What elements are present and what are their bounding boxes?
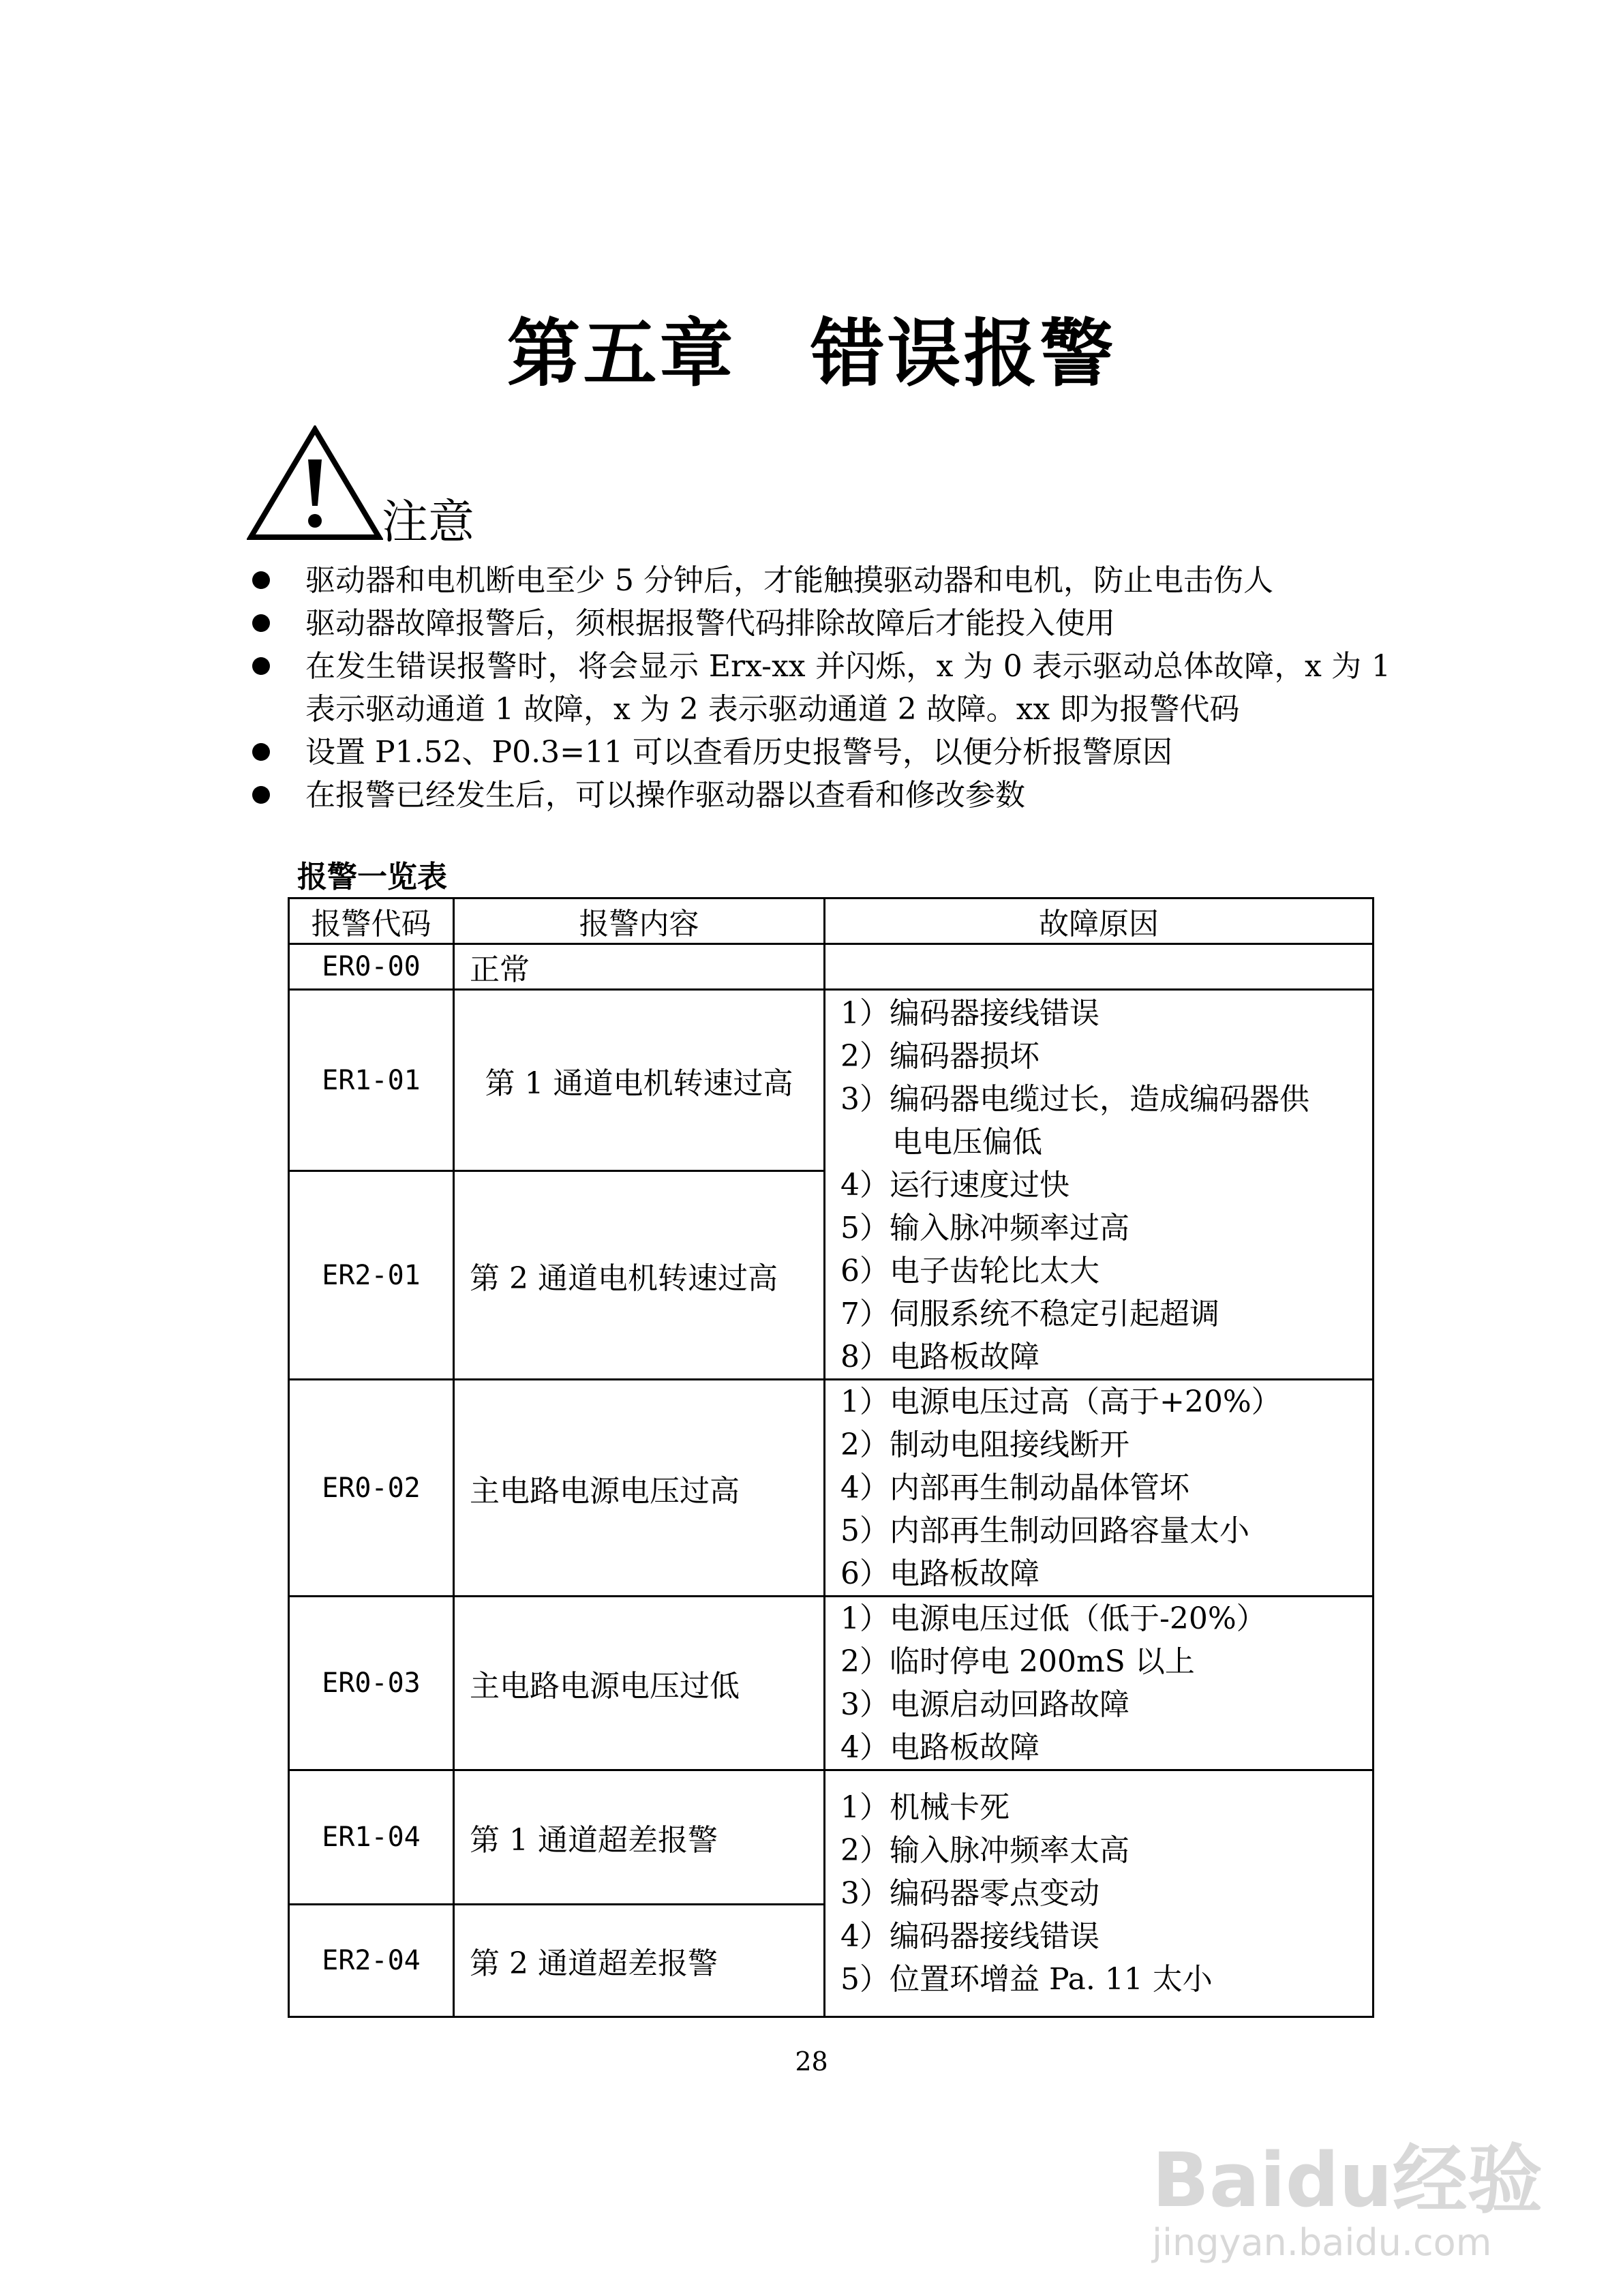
warning-triangle-icon (247, 425, 383, 541)
baidu-jingyan-watermark (1152, 2120, 1543, 2264)
list-item-text: 驱动器故障报警后，须根据报警代码排除故障后才能投入使用 (305, 606, 1115, 641)
table-header-row (289, 898, 1374, 944)
cause-line: 1）电源电压过低（低于-20%） (840, 1601, 1266, 1636)
alarm-code: ER2-01 (289, 1171, 454, 1380)
watermark-brand: Baidu经验 (1152, 2136, 1543, 2224)
watermark-url: jingyan.baidu.com (1152, 2221, 1492, 2264)
list-item (245, 559, 1391, 602)
alarm-code: ER0-00 (289, 944, 454, 990)
alarm-content: 第 1 通道电机转速过高 (454, 990, 825, 1171)
bullet-icon (252, 657, 270, 675)
list-item (245, 602, 1391, 645)
alarm-cause (825, 1770, 1374, 2017)
cause-line: 1）机械卡死 (840, 1790, 1010, 1825)
cause-line: 2）编码器损坏 (840, 1039, 1040, 1074)
table-row (289, 990, 1374, 1171)
list-item (245, 731, 1391, 774)
list-item (245, 774, 1391, 817)
alarm-content: 主电路电源电压过低 (454, 1597, 825, 1770)
cause-line: 1）电源电压过高（高于+20%） (840, 1385, 1281, 1419)
cause-line: 电电压偏低 (892, 1125, 1042, 1160)
cause-line: 3）编码器零点变动 (840, 1876, 1099, 1911)
cause-line: 6）电路板故障 (840, 1556, 1040, 1591)
cause-line: 7）伺服系统不稳定引起超调 (840, 1297, 1219, 1331)
bullet-icon (252, 743, 270, 761)
cause-line: 4）编码器接线错误 (840, 1919, 1099, 1954)
bullet-icon (252, 571, 270, 589)
table-caption: 报警一览表 (297, 860, 447, 894)
alarm-code: ER2-04 (289, 1905, 454, 2017)
table-row (289, 1597, 1374, 1770)
list-item-text: 设置 P1.52、P0.3=11 可以查看历史报警号，以便分析报警原因 (305, 735, 1172, 770)
page-number: 28 (795, 2046, 828, 2076)
notice-label: 注意 (382, 496, 475, 549)
cause-line: 4）内部再生制动晶体管坏 (840, 1470, 1189, 1505)
table-row (289, 944, 1374, 990)
alarm-cause (825, 1380, 1374, 1597)
cause-line: 3）编码器电缆过长，造成编码器供 (840, 1082, 1309, 1117)
table-row (289, 1770, 1374, 1905)
list-item-text: 在发生错误报警时，将会显示 Erx-xx 并闪烁，x 为 0 表示驱动总体故障，x 为 1 表示驱动通道 1 故障，x 为 2 表示驱动通道 2 故障。xx 即为报警代码 (305, 649, 1391, 727)
bullet-icon (252, 614, 270, 632)
alarm-cause (825, 1597, 1374, 1770)
alarm-content: 第 1 通道超差报警 (454, 1770, 825, 1905)
alarm-content: 主电路电源电压过高 (454, 1380, 825, 1597)
cause-line: 4）电路板故障 (840, 1730, 1040, 1765)
notice-list (245, 559, 1391, 817)
header-cause: 故障原因 (825, 898, 1374, 944)
cause-line: 2）制动电阻接线断开 (840, 1428, 1129, 1462)
cause-line: 8）电路板故障 (840, 1340, 1040, 1374)
chapter-title (0, 294, 1623, 400)
list-item (245, 645, 1391, 731)
alarm-content: 正常 (454, 944, 825, 990)
cause-line: 2）输入脉冲频率太高 (840, 1833, 1129, 1868)
cause-line: 5）位置环增益 Pa. 11 太小 (840, 1962, 1213, 1997)
header-code: 报警代码 (289, 898, 454, 944)
chapter-number: 第五章 (506, 312, 736, 397)
alarm-code: ER1-01 (289, 990, 454, 1171)
alarm-table (288, 897, 1374, 2018)
table-row (289, 1380, 1374, 1597)
alarm-cause (825, 990, 1374, 1380)
alarm-code: ER0-02 (289, 1380, 454, 1597)
bullet-icon (252, 786, 270, 804)
list-item-text: 驱动器和电机断电至少 5 分钟后，才能触摸驱动器和电机，防止电击伤人 (305, 563, 1273, 598)
alarm-content: 第 2 通道电机转速过高 (454, 1171, 825, 1380)
cause-line: 6）电子齿轮比太大 (840, 1254, 1099, 1288)
alarm-code: ER1-04 (289, 1770, 454, 1905)
cause-line: 1）编码器接线错误 (840, 996, 1099, 1031)
alarm-code: ER0-03 (289, 1597, 454, 1770)
cause-line: 2）临时停电 200mS 以上 (840, 1644, 1195, 1679)
alarm-content: 第 2 通道超差报警 (454, 1905, 825, 2017)
chapter-name: 错误报警 (810, 312, 1117, 397)
header-content: 报警内容 (454, 898, 825, 944)
list-item-text: 在报警已经发生后，可以操作驱动器以查看和修改参数 (305, 778, 1025, 813)
cause-line: 4）运行速度过快 (840, 1168, 1070, 1203)
cause-line: 5）输入脉冲频率过高 (840, 1211, 1129, 1245)
cause-line: 3）电源启动回路故障 (840, 1687, 1129, 1722)
alarm-cause (825, 944, 1374, 990)
cause-line: 5）内部再生制动回路容量太小 (840, 1513, 1249, 1548)
